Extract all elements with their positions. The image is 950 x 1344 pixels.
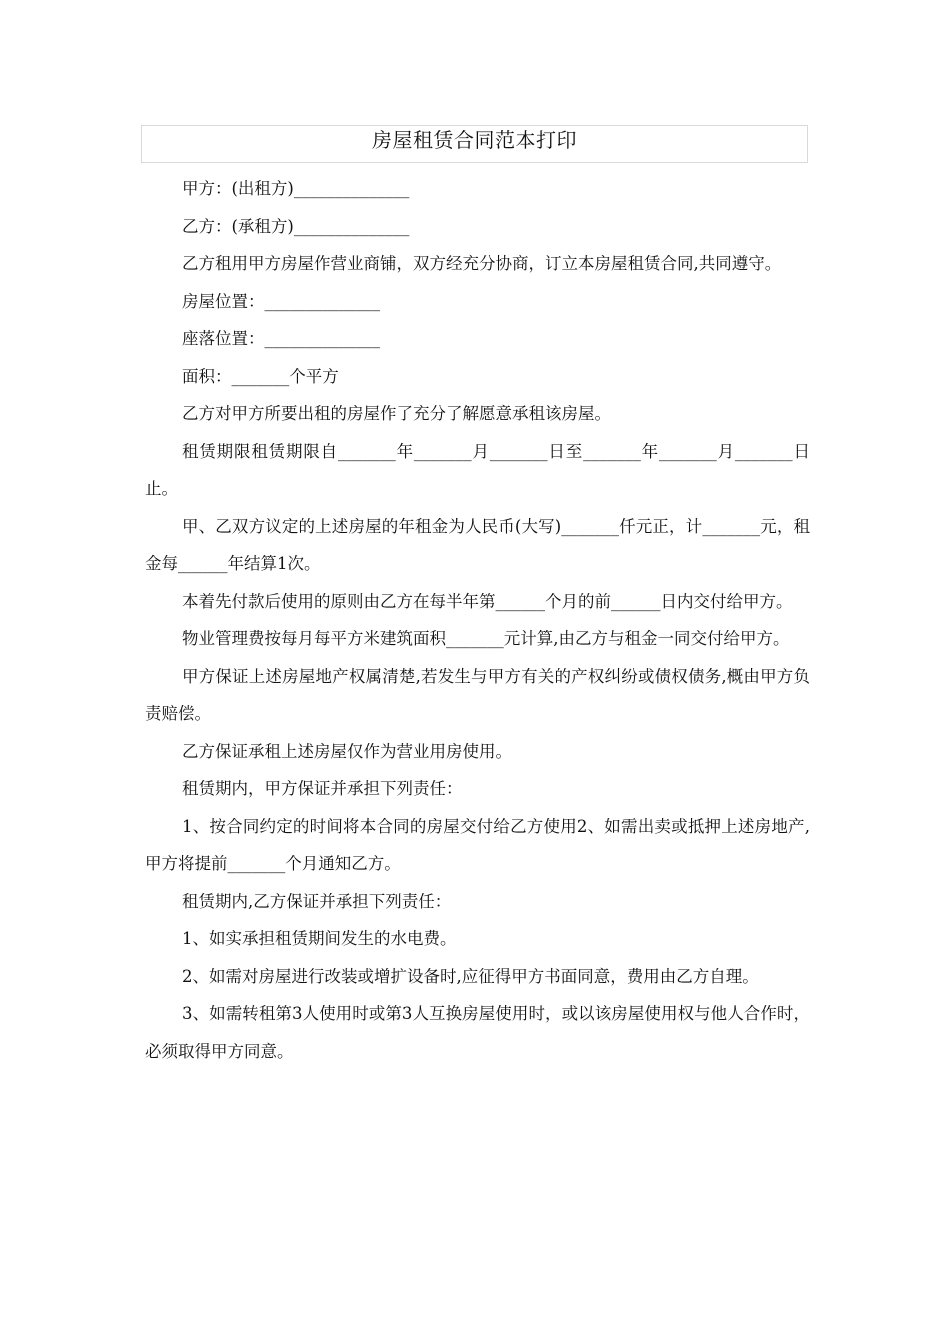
area-line: 面积：_______个平方: [182, 366, 339, 386]
seat-location-line: 座落位置：______________: [182, 329, 380, 348]
party-b-line: 乙方：(承租方)______________: [182, 216, 410, 236]
title-box: [141, 125, 808, 163]
party-a-duty-item: 1、按合同约定的时间将本合同的房屋交付给乙方使用2、如需出卖或抵押上述房地产,甲方将提前_______个月通知乙方。: [145, 816, 810, 873]
usage-guarantee-paragraph: 乙方保证承租上述房屋仅作为营业用房使用。: [182, 741, 512, 761]
lease-term-paragraph: 租赁期限租赁期限自_______年_______月_______日至_______年_______月_______日止。: [145, 441, 810, 498]
preamble-paragraph: 乙方租用甲方房屋作营业商铺，双方经充分协商，订立本房屋租赁合同,共同遵守。: [182, 254, 782, 273]
party-a-duties-heading: 租赁期内，甲方保证并承担下列责任：: [182, 779, 463, 798]
payment-paragraph: 本着先付款后使用的原则由乙方在每半年第______个月的前______日内交付给甲方。: [182, 591, 793, 611]
document-title: 房屋租赁合同范本打印: [372, 128, 577, 152]
party-b-duties-heading: 租赁期内,乙方保证并承担下列责任：: [182, 891, 452, 911]
party-b-duty-item-1: 1、如实承担租赁期间发生的水电费。: [182, 929, 457, 948]
annual-rent-paragraph: 甲、乙双方议定的上述房屋的年租金为人民币(大写)_______仟元正，计_______元，租金每______年结算1次。: [145, 516, 810, 573]
title-guarantee-paragraph: 甲方保证上述房屋地产权属清楚,若发生与甲方有关的产权纠纷或债权债务,概由甲方负责赔偿。: [145, 666, 810, 723]
acknowledgement-paragraph: 乙方对甲方所要出租的房屋作了充分了解愿意承租该房屋。: [182, 404, 611, 423]
property-fee-paragraph: 物业管理费按每月每平方米建筑面积_______元计算,由乙方与租金一同交付给甲方。: [182, 629, 790, 648]
party-b-duty-item-3: 3、如需转租第3人使用时或第3人互换房屋使用时，或以该房屋使用权与他人合作时，必须取得甲方同意。: [145, 1004, 810, 1061]
party-a-line: 甲方：(出租方)______________: [182, 179, 410, 198]
document-body: [145, 170, 810, 1070]
party-b-duty-item-2: 2、如需对房屋进行改装或增扩设备时,应征得甲方书面同意，费用由乙方自理。: [182, 966, 759, 986]
house-location-line: 房屋位置：______________: [182, 291, 380, 311]
